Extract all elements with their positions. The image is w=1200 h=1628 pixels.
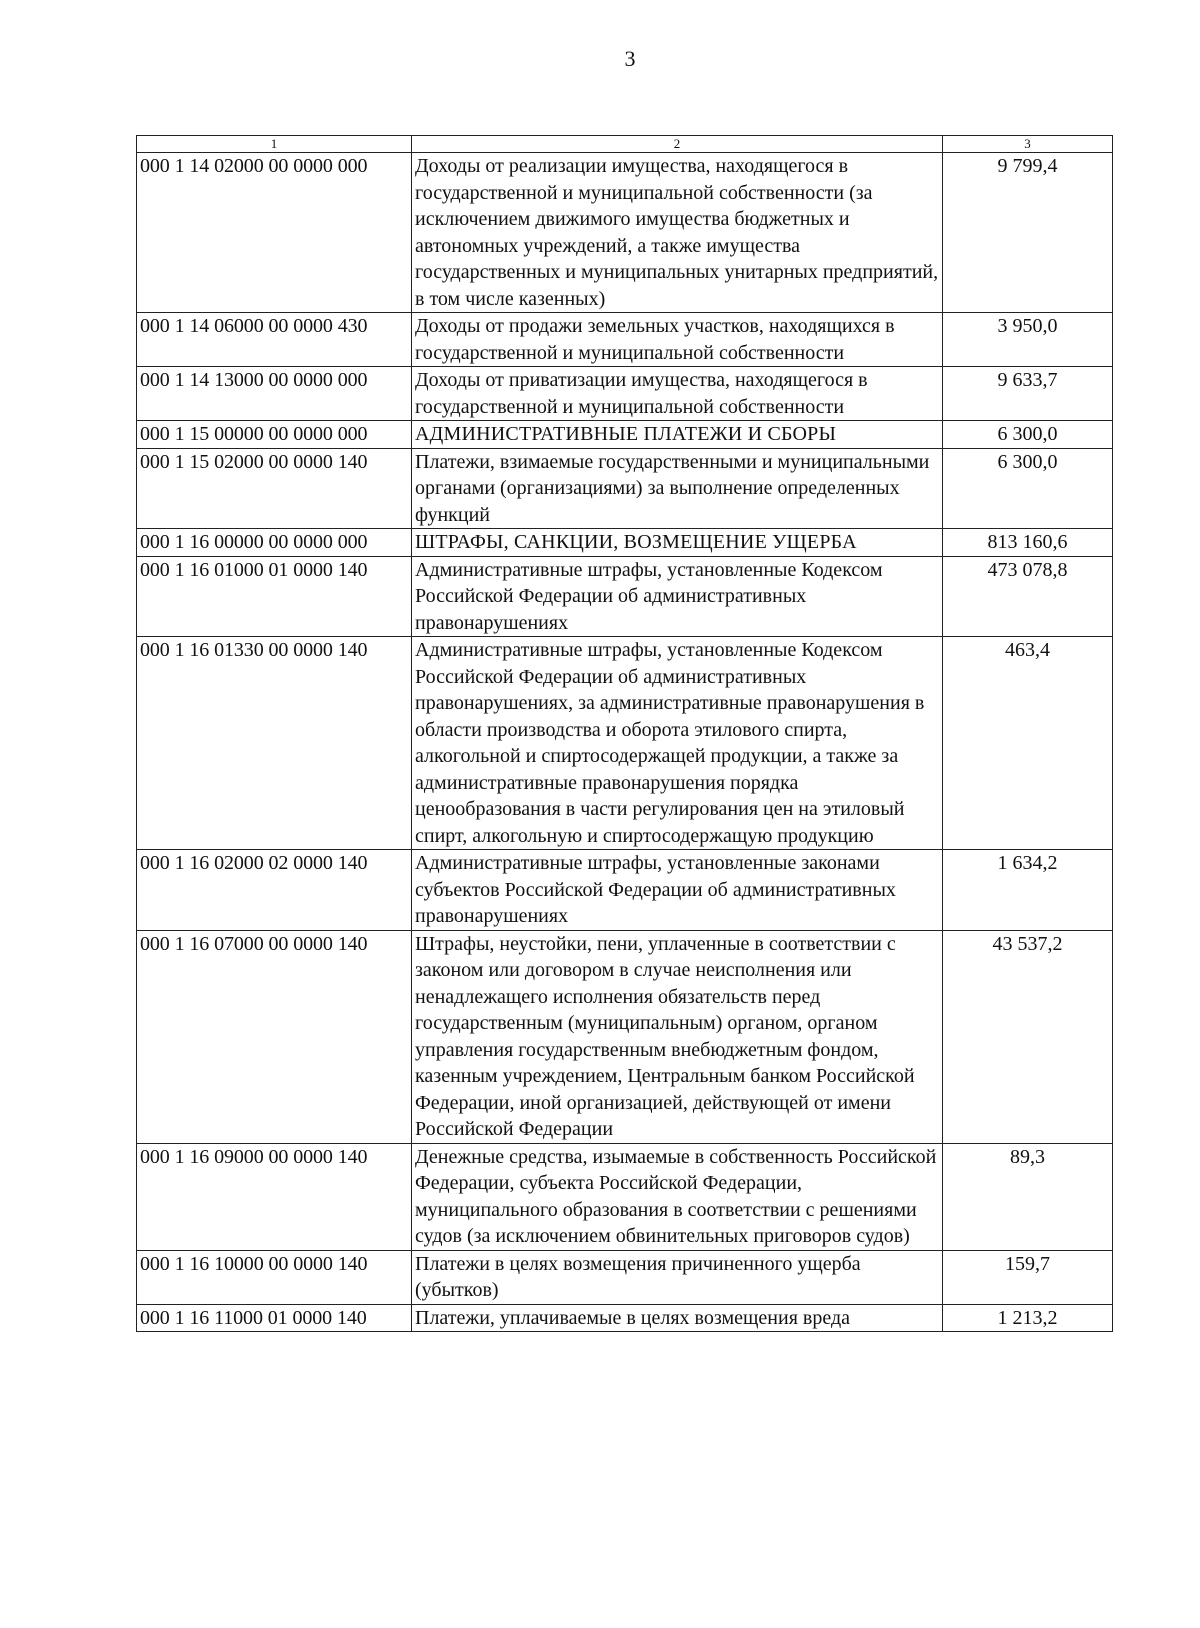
row-value: 1 213,2 [943, 1304, 1113, 1332]
table-row [137, 529, 1113, 557]
row-value: 1 634,2 [943, 850, 1113, 931]
row-name: Доходы от приватизации имущества, находящегося в государственной и муниципальной собственности [412, 367, 943, 421]
row-code: 000 1 14 06000 00 0000 430 [137, 313, 412, 367]
row-code: 000 1 16 01330 00 0000 140 [137, 637, 412, 850]
row-name: Штрафы, неустойки, пени, уплаченные в соответствии с законом или договором в случае неисполнения или ненадлежащего исполнения обязательств перед государственным (муниципальным) органом, органом управления государственным внебюджетным фондом, казенным учреждением, Центральным банком Российской Федерации, иной организацией, действующей от имени Российской Федерации [412, 930, 943, 1143]
row-code: 000 1 14 02000 00 0000 000 [137, 153, 412, 313]
row-name: АДМИНИСТРАТИВНЫЕ ПЛАТЕЖИ И СБОРЫ [412, 421, 943, 449]
row-code: 000 1 14 13000 00 0000 000 [137, 367, 412, 421]
table-row [137, 1250, 1113, 1304]
row-name: Платежи, взимаемые государственными и муниципальными органами (организациями) за выполнение определенных функций [412, 448, 943, 529]
table-row [137, 448, 1113, 529]
row-name: Административные штрафы, установленные Кодексом Российской Федерации об административных правонарушениях [412, 556, 943, 637]
row-name: Платежи в целях возмещения причиненного ущерба (убытков) [412, 1250, 943, 1304]
table-header-row [137, 136, 1113, 153]
row-code: 000 1 16 02000 02 0000 140 [137, 850, 412, 931]
row-value: 6 300,0 [943, 421, 1113, 449]
row-value: 6 300,0 [943, 448, 1113, 529]
row-code: 000 1 16 10000 00 0000 140 [137, 1250, 412, 1304]
table-row [137, 367, 1113, 421]
row-code: 000 1 15 02000 00 0000 140 [137, 448, 412, 529]
table-row [137, 313, 1113, 367]
table-row [137, 930, 1113, 1143]
table-row [137, 850, 1113, 931]
table-row [137, 556, 1113, 637]
row-code: 000 1 16 07000 00 0000 140 [137, 930, 412, 1143]
row-value: 463,4 [943, 637, 1113, 850]
column-header-code: 1 [137, 136, 412, 153]
row-code: 000 1 16 01000 01 0000 140 [137, 556, 412, 637]
row-name: Денежные средства, изымаемые в собственность Российской Федерации, субъекта Российской Федерации, муниципального образования в соответствии с решениями судов (за исключением обвинительных приговоров судов) [412, 1143, 943, 1250]
row-name: ШТРАФЫ, САНКЦИИ, ВОЗМЕЩЕНИЕ УЩЕРБА [412, 529, 943, 557]
row-code: 000 1 16 11000 01 0000 140 [137, 1304, 412, 1332]
table-row [137, 1143, 1113, 1250]
row-value: 813 160,6 [943, 529, 1113, 557]
table-row [137, 637, 1113, 850]
budget-revenue-table [136, 135, 1113, 1332]
table-row [137, 421, 1113, 449]
row-code: 000 1 16 09000 00 0000 140 [137, 1143, 412, 1250]
row-name: Доходы от реализации имущества, находящегося в государственной и муниципальной собственности (за исключением движимого имущества бюджетных и автономных учреждений, а также имущества государственных и муниципальных унитарных предприятий, в том числе казенных) [412, 153, 943, 313]
row-value: 9 799,4 [943, 153, 1113, 313]
row-name: Доходы от продажи земельных участков, находящихся в государственной и муниципальной собственности [412, 313, 943, 367]
row-name: Административные штрафы, установленные законами субъектов Российской Федерации об административных правонарушениях [412, 850, 943, 931]
column-header-name: 2 [412, 136, 943, 153]
table-row [137, 1304, 1113, 1332]
row-name: Административные штрафы, установленные Кодексом Российской Федерации об административных правонарушениях, за административные правонарушения в области производства и оборота этилового спирта, алкогольной и спиртосодержащей продукции, а также за административные правонарушения порядка ценообразования в части регулирования цен на этиловый спирт, алкогольную и спиртосодержащую продукцию [412, 637, 943, 850]
row-value: 3 950,0 [943, 313, 1113, 367]
row-value: 43 537,2 [943, 930, 1113, 1143]
row-name: Платежи, уплачиваемые в целях возмещения вреда [412, 1304, 943, 1332]
row-value: 159,7 [943, 1250, 1113, 1304]
table-row [137, 153, 1113, 313]
row-value: 89,3 [943, 1143, 1113, 1250]
row-value: 9 633,7 [943, 367, 1113, 421]
page-number: 3 [624, 46, 636, 71]
column-header-value: 3 [943, 136, 1113, 153]
row-code: 000 1 16 00000 00 0000 000 [137, 529, 412, 557]
row-code: 000 1 15 00000 00 0000 000 [137, 421, 412, 449]
row-value: 473 078,8 [943, 556, 1113, 637]
